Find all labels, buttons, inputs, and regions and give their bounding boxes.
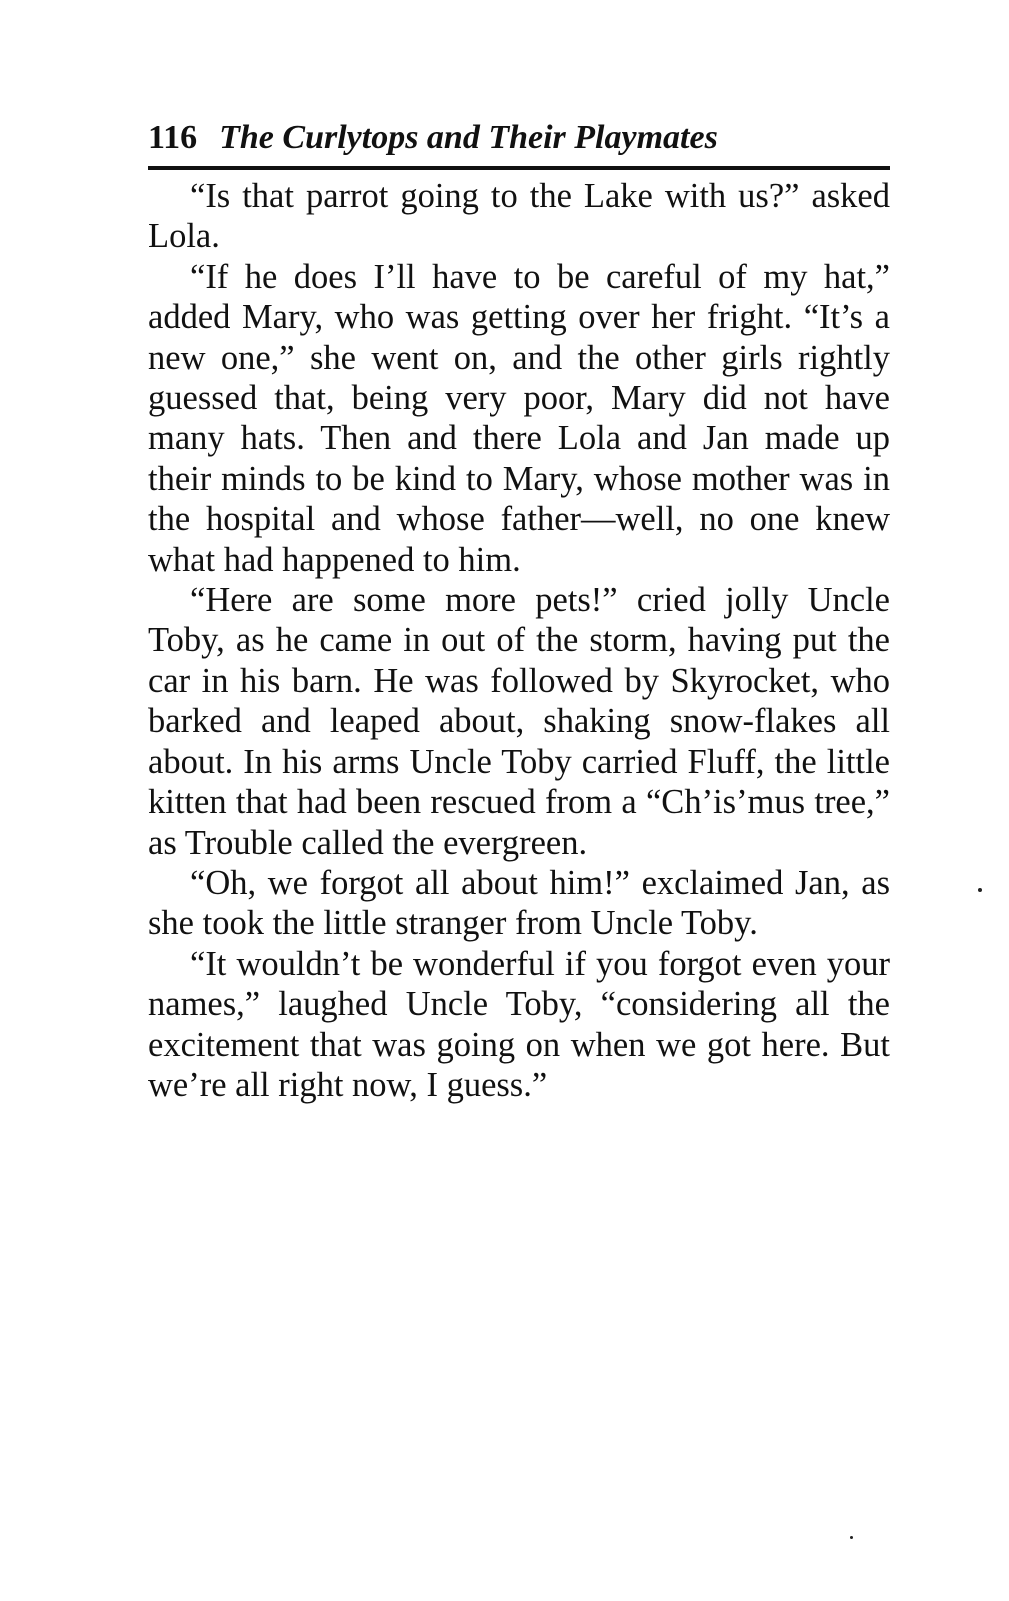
paragraph: “Is that parrot going to the Lake with us?” asked Lola. (148, 177, 890, 256)
paragraph: “If he does I’ll have to be careful of my hat,” added Mary, who was getting over her fright. “It’s a new one,” she went on, and the other girls rightly guessed that, being very poor, Mary did not have many hats. Then and there Lola and Jan made up their minds to be kind to Mary, whose mother was in the hospital and whose father—well, no one knew what had happened to him. (148, 257, 890, 579)
running-header (148, 118, 890, 164)
scan-speck (850, 1536, 853, 1539)
book-page (148, 118, 890, 1105)
book-title: The Curlytops and Their Playmates (219, 119, 718, 156)
page-number: 116 (148, 119, 198, 156)
paragraph: “Oh, we forgot all about him!” exclaimed Jan, as she took the little stranger from Uncle Toby. (148, 863, 890, 943)
paragraph: “Here are some more pets!” cried jolly Uncle Toby, as he came in out of the storm, having put the car in his barn. He was followed by Skyrocket, who barked and leaped about, shaking snow-flakes all about. In his arms Uncle Toby carried Fluff, the little kitten that had been rescued from a “Ch’is’mus tree,” as Trouble called the evergreen. (148, 581, 890, 862)
header-rule (148, 166, 890, 170)
paragraph: “It wouldn’t be wonderful if you forgot even your names,” laughed Uncle Toby, “considering all the excitement that was going on when we got here. But we’re all right now, I guess.” (148, 944, 890, 1104)
scan-speck (978, 888, 982, 892)
body-text (148, 176, 890, 1105)
